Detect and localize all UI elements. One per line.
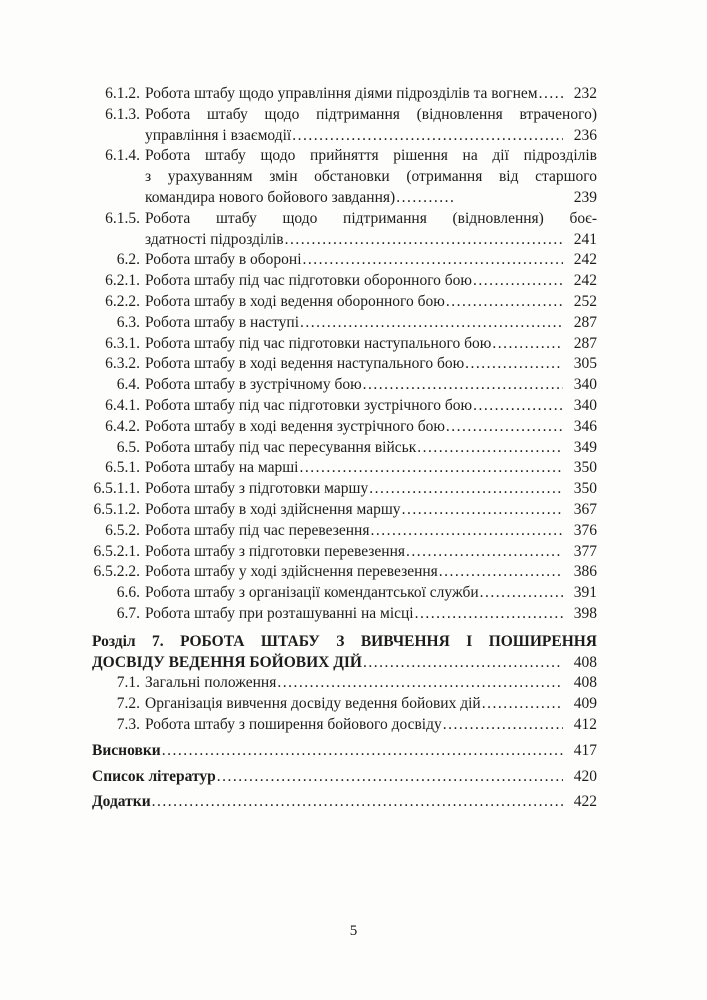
toc-entry-line — [145, 458, 597, 479]
toc-entry-text: з урахуванням змін обстановки (отримання від старшого — [145, 168, 597, 186]
toc-entry-text: здатності підрозділів — [145, 230, 284, 248]
toc-entry-text: Робота штабу в ході ведення оборонного бою — [145, 292, 445, 310]
toc-leader-dots — [370, 521, 563, 542]
toc-entry-text: Робота штабу під час підготовки оборонного бою — [145, 272, 473, 290]
toc-entry — [92, 417, 597, 438]
toc-entry — [92, 458, 597, 479]
toc-entry-number: 6.1.5. — [105, 209, 140, 227]
toc-entry — [92, 271, 597, 292]
toc-page-number: 422 — [573, 793, 597, 811]
toc-entry-text: Робота штабу щодо підтримання (відновлення втраченого) — [145, 105, 597, 123]
toc-entry-line — [145, 673, 597, 694]
toc-page-number: 376 — [573, 521, 597, 539]
toc-leader-dots — [473, 271, 563, 292]
toc-page-number: 232 — [573, 85, 597, 102]
toc-entry — [92, 604, 597, 625]
toc-entry-line — [145, 715, 597, 736]
toc-entry-line — [145, 271, 597, 292]
toc-entry-text: Робота штабу при розташуванні на місці — [145, 604, 414, 622]
toc-entry — [92, 562, 597, 583]
toc-page-number: 417 — [573, 741, 597, 759]
toc-page-number: 391 — [573, 584, 597, 602]
toc-entry-line — [145, 694, 597, 715]
toc-entry-line — [145, 313, 597, 334]
toc-page-number: 409 — [573, 695, 597, 713]
chapter-heading-text: ДОСВІДУ ВЕДЕННЯ БОЙОВИХ ДІЙ — [92, 653, 362, 671]
toc-page-number: 340 — [573, 396, 597, 414]
toc-entry-line — [145, 542, 597, 563]
toc-entry — [92, 694, 597, 715]
toc-entry-number: 6.5.1. — [105, 459, 140, 477]
toc-entry-text: Робота штабу в зустрічному бою — [145, 376, 362, 394]
toc-entry — [92, 479, 597, 500]
chapter-7-heading — [92, 632, 597, 674]
toc-entry-number: 6.2. — [116, 251, 140, 269]
toc-entry-number: 6.4.1. — [105, 396, 140, 414]
toc-entry-text: Робота штабу з поширення бойового досвіду — [145, 715, 442, 733]
toc-entry-number: 6.6. — [116, 584, 140, 602]
toc-entry-line — [145, 396, 597, 417]
toc-entry-number: 6.5.2.1. — [93, 542, 140, 560]
toc-leader-dots — [369, 479, 563, 500]
toc-entry-text: Організація вивчення досвіду ведення бойових дій — [145, 695, 481, 713]
toc-entry-line — [145, 583, 597, 604]
toc-entry-number: 6.5.2. — [105, 521, 140, 539]
toc-entry — [92, 354, 597, 375]
toc-entry-line — [145, 250, 597, 271]
toc-entry-line — [145, 334, 597, 355]
toc-entry-line — [145, 126, 597, 147]
toc-entry-number: 6.2.2. — [105, 292, 140, 310]
toc-entry-number: 6.2.1. — [105, 272, 140, 290]
toc-entry — [92, 715, 597, 736]
toc-leader-dots — [162, 741, 563, 762]
toc-entry-line — [145, 230, 597, 251]
toc-entry-line — [145, 604, 597, 625]
toc-page-number: 239 — [573, 188, 597, 206]
toc-page-number: 412 — [573, 715, 597, 733]
toc-leader-dots — [492, 334, 563, 355]
toc-entry — [92, 583, 597, 604]
toc-leader-dots — [299, 458, 563, 479]
toc-leader-dots — [402, 500, 563, 521]
toc-leader-dots — [363, 375, 563, 396]
toc-entry-number: 6.5.1.1. — [93, 480, 140, 498]
toc-leader-dots — [417, 438, 563, 459]
toc-entry-number: 6.4. — [116, 376, 140, 394]
toc-entry-number: 6.3. — [116, 313, 140, 331]
toc-page-number: 236 — [573, 126, 597, 144]
toc-entry-text: Робота штабу в ході ведення наступального бою — [145, 355, 465, 373]
toc-leader-dots — [473, 396, 563, 417]
toc-entry-number: 6.3.2. — [105, 355, 140, 373]
toc-entry-line — [92, 653, 597, 674]
toc-entry-number: 7.1. — [116, 674, 140, 692]
toc-page-number: 340 — [573, 376, 597, 394]
toc-entry-number: 7.2. — [116, 695, 140, 713]
toc-entry-text: Робота штабу в ході ведення зустрічного бою — [145, 417, 445, 435]
toc-entry-number: 6.5.1.2. — [93, 500, 140, 518]
toc-entry-number: 6.1.3. — [105, 105, 140, 123]
toc-leader-dots — [446, 417, 563, 438]
toc-entry — [92, 521, 597, 542]
toc-page-number: 350 — [573, 459, 597, 477]
toc-entry — [92, 500, 597, 521]
toc-page-number: 408 — [573, 653, 597, 671]
toc-entry-line — [145, 479, 597, 500]
toc-entry-appendices — [92, 792, 597, 813]
toc-page-number: 386 — [573, 563, 597, 581]
toc-leader-dots — [277, 673, 563, 694]
table-of-contents — [92, 84, 597, 813]
toc-entry-text: управління і взаємодії — [145, 126, 292, 144]
toc-entry — [92, 313, 597, 334]
toc-leader-dots — [446, 292, 563, 313]
toc-leader-dots — [415, 604, 563, 625]
toc-leader-dots — [363, 653, 563, 674]
toc-entry-text: Список літератур — [92, 767, 216, 785]
toc-entry — [92, 105, 597, 147]
toc-entry — [92, 146, 597, 208]
toc-entry-text: командира нового бойового завдання) — [145, 188, 396, 206]
toc-leader-dots — [480, 583, 563, 604]
toc-entry-number: 6.7. — [116, 604, 140, 622]
toc-entry-text: Робота штабу в обороні — [145, 251, 302, 269]
toc-entry-line — [145, 354, 597, 375]
toc-entry-line — [145, 84, 597, 105]
toc-entry-line — [145, 417, 597, 438]
toc-leader-dots — [300, 313, 563, 334]
toc-page-number: 252 — [573, 292, 597, 310]
toc-page-number: 242 — [573, 251, 597, 269]
footer-page-number: 5 — [349, 923, 358, 939]
toc-entry-line — [145, 292, 597, 313]
toc-entry-number: 7.3. — [116, 715, 140, 733]
toc-entry-conclusions — [92, 741, 597, 762]
toc-entry — [92, 673, 597, 694]
toc-page-number: 346 — [573, 417, 597, 435]
toc-entry-text: Робота штабу щодо управління діями підрозділів та вогнем — [145, 85, 538, 102]
toc-leader-dots — [303, 250, 563, 271]
toc-leader-dots — [539, 84, 563, 105]
toc-leader-dots — [152, 792, 563, 813]
toc-page-number: 287 — [573, 313, 597, 331]
toc-entry-line — [145, 188, 597, 209]
toc-leader-dots — [406, 542, 563, 563]
toc-leader-dots — [217, 767, 563, 788]
toc-leader-dots — [465, 354, 563, 375]
toc-entry-bibliography — [92, 767, 597, 788]
toc-entry-number: 6.5. — [116, 438, 140, 456]
toc-entry-text: Робота штабу в наступі — [145, 313, 300, 331]
toc-entry-text: Робота штабу на марші — [145, 459, 299, 477]
toc-entry-text: Робота штабу щодо прийняття рішення на дії підрозділів — [145, 147, 597, 165]
toc-entry-line — [145, 521, 597, 542]
toc-entry — [92, 292, 597, 313]
toc-entry — [92, 396, 597, 417]
toc-page-number: 349 — [573, 438, 597, 456]
toc-entry-text: Робота штабу з організації комендантської служби — [145, 584, 479, 602]
toc-entry-text: Робота штабу під час перевезення — [145, 521, 370, 539]
toc-entry-text: Робота штабу під час підготовки наступального бою — [145, 334, 492, 352]
toc-leader-dots — [292, 126, 563, 147]
toc-entry-number: 6.1.4. — [105, 147, 140, 165]
toc-entry — [92, 250, 597, 271]
toc-entry — [92, 334, 597, 355]
toc-entry-text: Робота штабу щодо підтримання (відновлення) боє- — [145, 209, 597, 227]
toc-entry-line — [145, 375, 597, 396]
toc-page-number: 377 — [573, 542, 597, 560]
toc-page-number: 350 — [573, 480, 597, 498]
chapter-heading-text: Розділ 7. РОБОТА ШТАБУ З ВИВЧЕННЯ І ПОШИРЕННЯ — [92, 632, 597, 650]
toc-entry-text: Робота штабу під час підготовки зустрічного бою — [145, 396, 473, 414]
toc-entry-text: Робота штабу в ході здійснення маршу — [145, 500, 401, 518]
toc-entry-line — [145, 438, 597, 459]
toc-entry-number: 6.3.1. — [105, 334, 140, 352]
toc-page-number: 367 — [573, 500, 597, 518]
toc-entry-text: Робота штабу під час пересування військ — [145, 438, 417, 456]
toc-leader-dots — [396, 188, 454, 209]
toc-entry — [92, 375, 597, 396]
toc-page-number: 241 — [573, 230, 597, 248]
toc-leader-dots — [439, 562, 563, 583]
toc-page-number: 398 — [573, 604, 597, 622]
toc-entry-text: Робота штабу з підготовки маршу — [145, 480, 369, 498]
toc-entry-text: Загальні положення — [145, 674, 277, 692]
toc-page-number: 305 — [573, 355, 597, 373]
toc-entry-number: 6.4.2. — [105, 417, 140, 435]
toc-page-number: 420 — [573, 767, 597, 785]
toc-entry — [92, 209, 597, 251]
toc-page-number: 287 — [573, 334, 597, 352]
toc-entry-text: Висновки — [92, 741, 161, 759]
toc-entry-line — [145, 500, 597, 521]
toc-entry-number: 6.1.2. — [105, 85, 140, 102]
toc-entry-text: Робота штабу з підготовки перевезення — [145, 542, 405, 560]
toc-page-number: 242 — [573, 272, 597, 290]
toc-page-number: 408 — [573, 674, 597, 692]
toc-entry-text: Робота штабу у ході здійснення перевезення — [145, 563, 438, 581]
toc-entry — [92, 84, 597, 105]
toc-entry-number: 6.5.2.2. — [93, 563, 140, 581]
toc-entry-line — [145, 562, 597, 583]
toc-entry — [92, 542, 597, 563]
toc-leader-dots — [482, 694, 563, 715]
toc-entry-text: Додатки — [92, 793, 151, 811]
toc-leader-dots — [285, 230, 563, 251]
toc-leader-dots — [443, 715, 563, 736]
toc-entry — [92, 438, 597, 459]
